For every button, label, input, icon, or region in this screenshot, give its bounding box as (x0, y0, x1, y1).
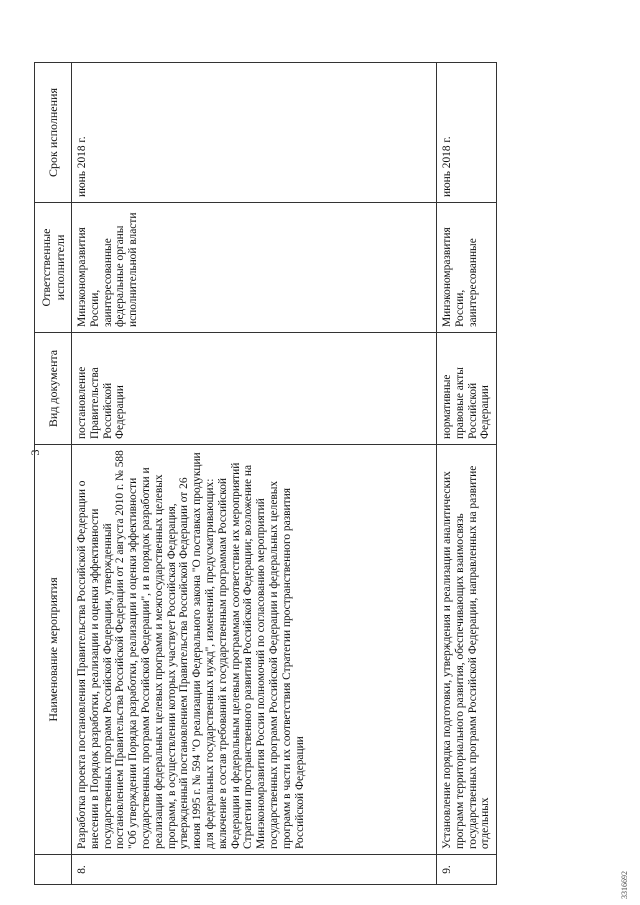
header-responsible: Ответственные исполнители (35, 203, 72, 333)
header-deadline: Срок исполнения (35, 63, 72, 203)
page-number: 3 (28, 449, 42, 456)
table-header-row (35, 63, 72, 885)
row-number: 9. (437, 855, 497, 885)
row-doc-type: постановление Правительства Российской Федерации (72, 333, 437, 445)
row-doc-type: нормативные правовые акты Российской Федерации (437, 333, 497, 445)
header-number (35, 855, 72, 885)
row-name: Установление порядка подготовки, утверждения и реализации аналитических программ территориального развития, обеспечивающих взаимосвязь государственных программ Российской Федерации, направленных на развитие отдельных (437, 445, 497, 855)
action-plan-table (34, 62, 497, 885)
row-deadline: июнь 2018 г. (437, 63, 497, 203)
row-name: Разработка проекта постановления Правительства Российской Федерации о внесении в Порядок разработки, реализации и оценки эффективности государственных программ Российской Федерации, утвержденный постановлением Правительства Российской Федерации от 2 августа 2010 г. № 588 "Об утверждении Порядка разработки, реализации и оценки эффективности государственных программ Российской Федерации", и в порядок разработки и реализации федеральных целевых программ и межгосударственных целевых программ, в осуществлении которых участвует Российская Федерация, утвержденный постановлением Правительства Российской Федерации от 26 июня 1995 г. № 594 "О реализации Федерального закона "О поставках продукции для федеральных государственных нужд", изменений, предусматривающих: включение в состав требований к государственным программам Российской Федерации и федеральным целевым программам соответствие их мероприятий Стратегии пространственного развития Российской Федерации; возложение на Минэкономразвития России полномочий по согласованию мероприятий государственных программ Российской Федерации и федеральных целевых программ в части их соответствия Стратегии пространственного развития Российской Федерации (72, 445, 437, 855)
table-row (437, 63, 497, 885)
header-doc-type: Вид документа (35, 333, 72, 445)
table-row (72, 63, 437, 885)
document-code: 3316692 (620, 871, 629, 899)
row-deadline: июнь 2018 г. (72, 63, 437, 203)
row-responsible: Минэкономразвития России, заинтересованные федеральные органы исполнительной власти (72, 203, 437, 333)
row-number: 8. (72, 855, 437, 885)
header-name: Наименование мероприятия (35, 445, 72, 855)
row-responsible: Минэкономразвития России, заинтересованные (437, 203, 497, 333)
